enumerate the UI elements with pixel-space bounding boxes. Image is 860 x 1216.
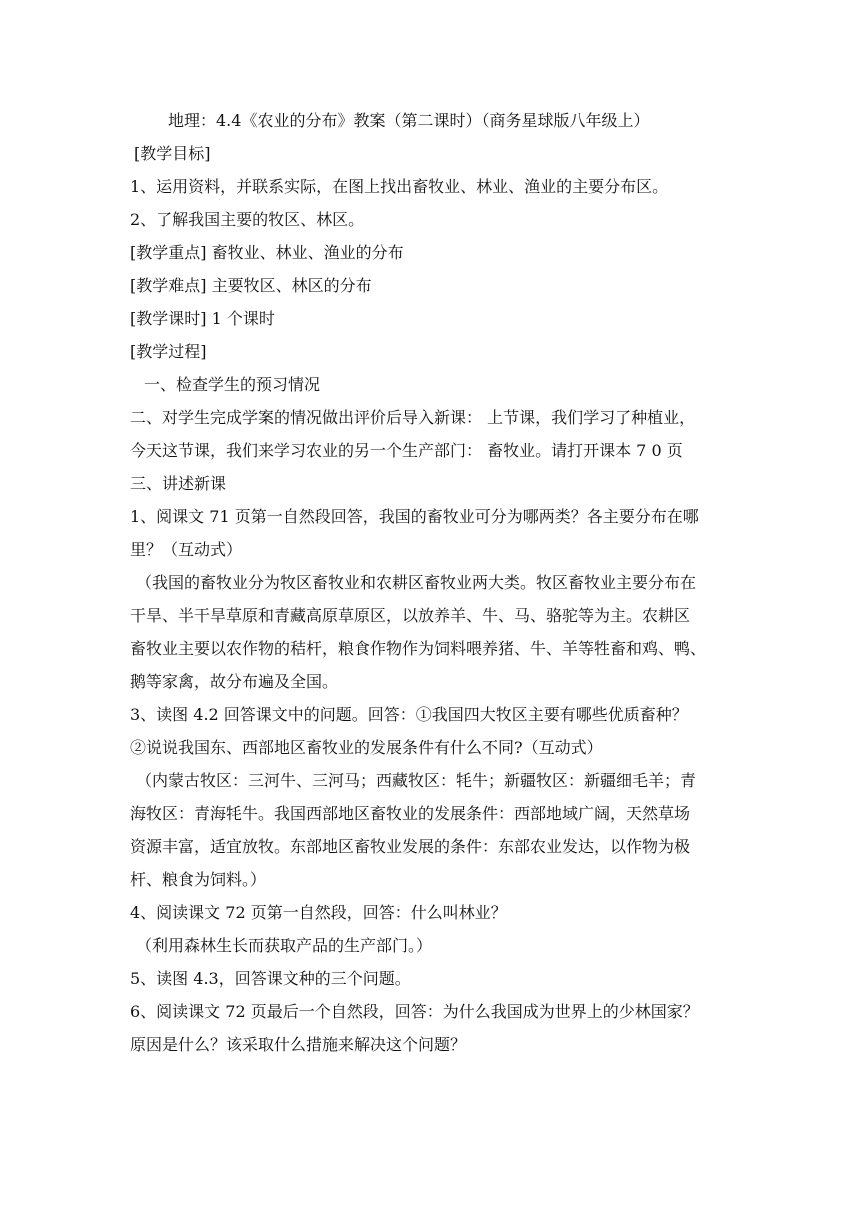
answer-3-cont-3: 杆、粮食为饲料。） [130,870,267,889]
question-1-cont: 里？（互动式） [130,540,243,559]
answer-1-cont-2: 畜牧业主要以农作物的秸杆，粮食作物作为饲料喂养猪、牛、羊等牲畜和鸡、鸭、 [130,639,707,658]
answer-1-cont-3: 鹅等家禽，故分布遍及全国。 [130,672,339,691]
answer-3-cont-1: 海牧区：青海牦牛。我国西部地区畜牧业的发展条件：西部地域广阔，天然草场 [130,804,691,823]
question-3: 3、读图 4.2 回答课文中的问题。回答：①我国四大牧区主要有哪些优质畜种？ [130,705,688,724]
question-1: 1、阅课文 71 页第一自然段回答，我国的畜牧业可分为哪两类？各主要分布在哪 [130,507,699,526]
section-key-points: [教学重点] 畜牧业、林业、渔业的分布 [130,243,404,262]
process-step-2-cont: 今天这节课，我们来学习农业的另一个生产部门： 畜牧业。请打开课本 7 0 页 [130,441,683,460]
process-step-2: 二、对学生完成学案的情况做出评价后导入新课： 上节课，我们学习了种植业， [130,408,696,427]
answer-1: （我国的畜牧业分为牧区畜牧业和农耕区畜牧业两大类。牧区畜牧业主要分布在 [136,573,697,592]
question-6-cont: 原因是什么？该采取什么措施来解决这个问题？ [130,1035,467,1054]
section-heading-objectives: [教学目标] [134,144,211,163]
process-step-3: 三、讲述新课 [130,474,227,493]
section-heading-process: [教学过程] [130,342,207,361]
document-body [130,104,732,1061]
section-difficulties: [教学难点] 主要牧区、林区的分布 [130,276,372,295]
question-6: 6、阅读课文 72 页最后一个自然段，回答：为什么我国成为世界上的少林国家？ [130,1002,699,1021]
question-4: 4、阅读课文 72 页第一自然段，回答：什么叫林业？ [130,903,507,922]
process-step-1: 一、检查学生的预习情况 [144,375,321,394]
document-title: 地理：4.4《农业的分布》教案（第二课时）（商务星球版八年级上） [168,111,650,130]
section-class-hours: [教学课时] 1 个课时 [130,309,275,328]
answer-3-cont-2: 资源丰富，适宜放牧。东部地区畜牧业发展的条件：东部农业发达，以作物为极 [130,837,691,856]
question-3-cont: ②说说我国东、西部地区畜牧业的发展条件有什么不同?（互动式） [130,738,603,757]
question-5: 5、读图 4.3，回答课文种的三个问题。 [130,969,411,988]
answer-1-cont-1: 干旱、半干旱草原和青藏高原草原区，以放养羊、牛、马、骆驼等为主。农耕区 [130,606,691,625]
answer-3: （内蒙古牧区：三河牛、三河马；西藏牧区：牦牛；新疆牧区：新疆细毛羊；青 [136,771,697,790]
answer-4: （利用森林生长而获取产品的生产部门。） [136,936,433,955]
objective-item-1: 1、运用资料，并联系实际，在图上找出畜牧业、林业、渔业的主要分布区。 [130,177,669,196]
objective-item-2: 2、了解我国主要的牧区、林区。 [130,210,365,229]
